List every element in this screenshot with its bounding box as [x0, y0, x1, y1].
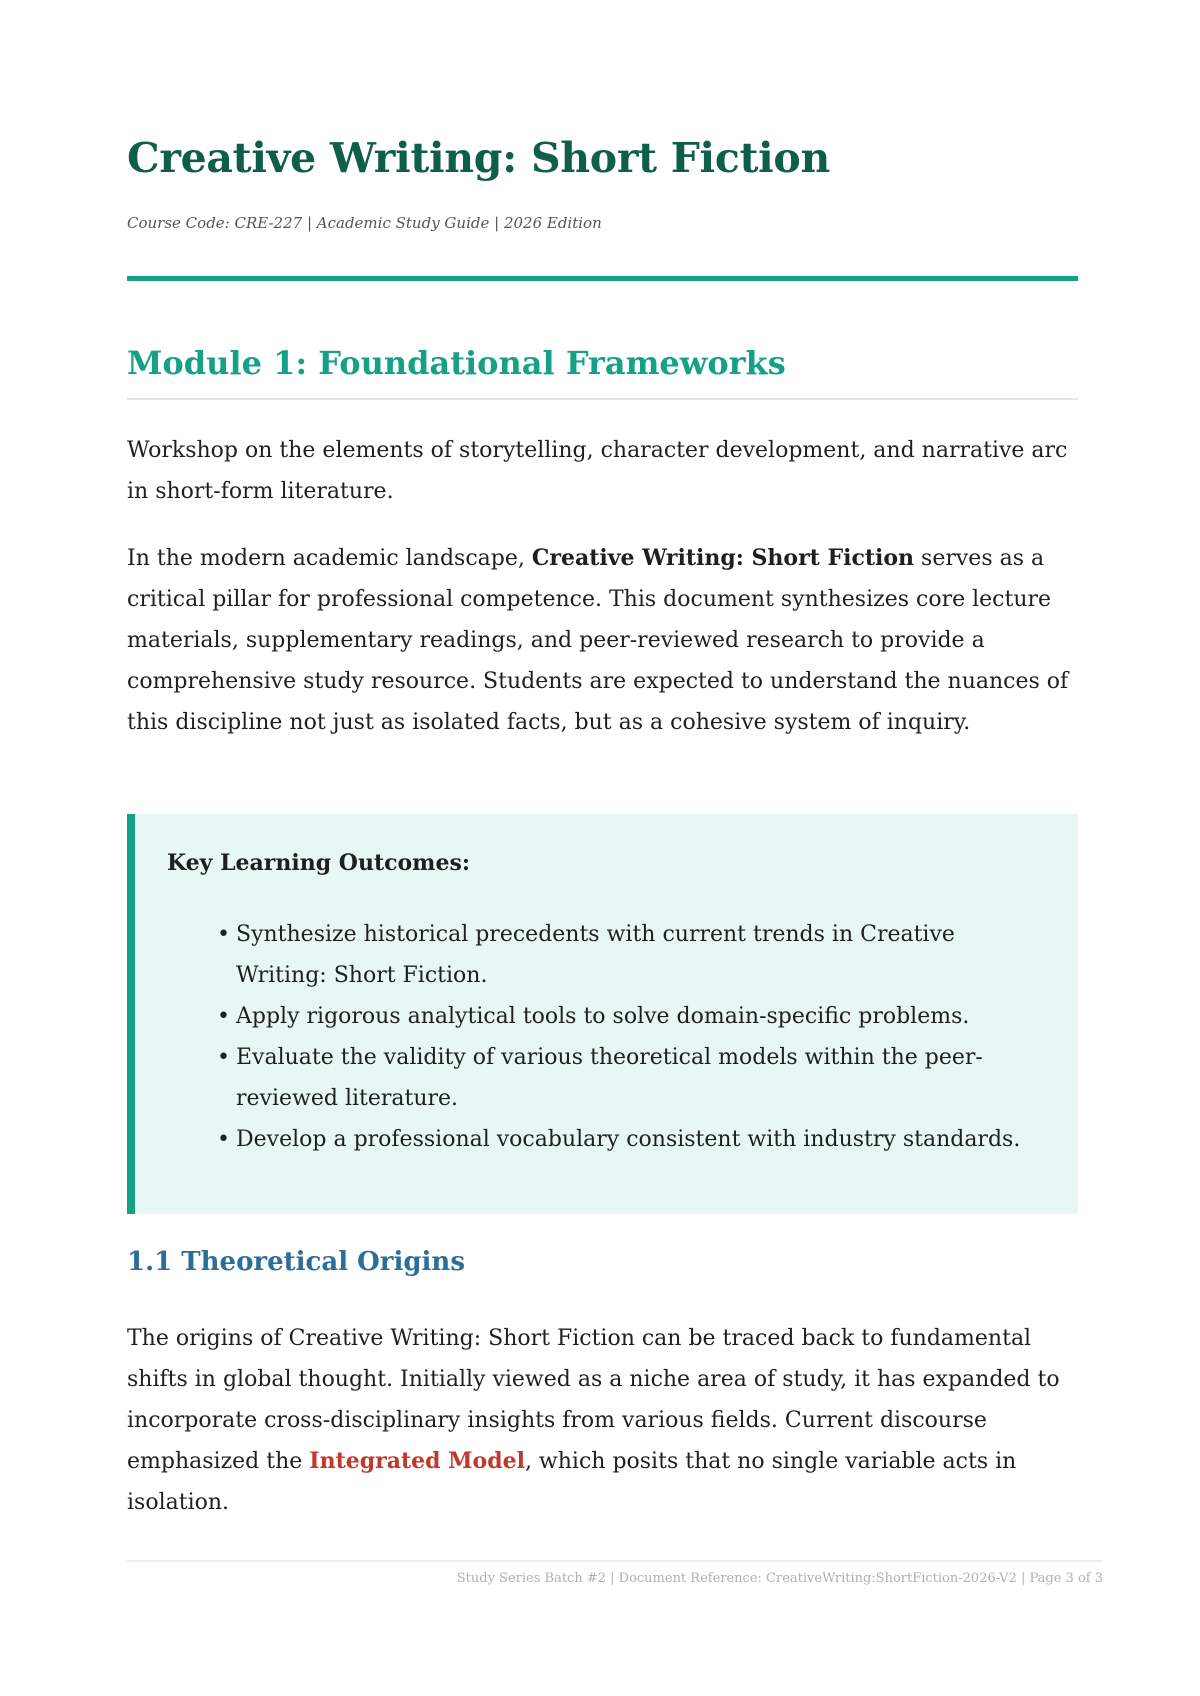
bullet-icon: • [217, 922, 230, 947]
list-item [217, 1119, 1037, 1160]
outcomes-title: Key Learning Outcomes: [167, 850, 470, 876]
module-divider [127, 398, 1078, 400]
list-item [217, 914, 1037, 996]
list-item-text: Evaluate the validity of various theoretical models within the peer-reviewed literature. [236, 1045, 983, 1111]
section-body-paragraph [127, 1318, 1078, 1523]
integrated-model-highlight: Integrated Model [309, 1448, 525, 1474]
module-body-paragraph [127, 538, 1078, 743]
bullet-icon: • [217, 1127, 230, 1152]
title-divider [127, 276, 1078, 281]
document-title: Creative Writing: Short Fiction [127, 134, 830, 182]
bullet-icon: • [217, 1045, 230, 1070]
learning-outcomes-box [127, 814, 1078, 1214]
course-name-emphasis: Creative Writing: Short Fiction [531, 545, 915, 571]
section-heading: 1.1 Theoretical Origins [127, 1247, 465, 1277]
bullet-icon: • [217, 1004, 230, 1029]
paragraph-text: In the modern academic landscape, [127, 546, 532, 571]
list-item-text: Develop a professional vocabulary consistent with industry standards. [236, 1127, 1021, 1152]
outcomes-list [217, 914, 1037, 1160]
list-item [217, 996, 1037, 1037]
page-footer: Study Series Batch #2 | Document Reference: CreativeWriting:ShortFiction-2026-V2 | Page 3 of 3 [456, 1571, 1103, 1586]
list-item-text: Apply rigorous analytical tools to solve domain-specific problems. [236, 1004, 970, 1029]
module-heading: Module 1: Foundational Frameworks [127, 344, 786, 382]
module-intro-paragraph: Workshop on the elements of storytelling, character development, and narrative arc in short-form literature. [127, 438, 1068, 504]
paragraph-text: , which posits that no single variable acts in isolation. [127, 1449, 1017, 1515]
footer-divider [127, 1560, 1103, 1562]
paragraph-text: serves as a critical pillar for professional competence. This document synthesizes core lecture materials, supplementary readings, and peer-reviewed research to provide a comprehensive study resource. Students are expected to understand the nuances of this discipline not just as isolated facts, but as a cohesive system of inquiry. [127, 546, 1069, 735]
list-item-text: Synthesize historical precedents with current trends in Creative Writing: Short Fiction. [236, 922, 955, 988]
paragraph-text: The origins of Creative Writing: Short Fiction can be traced back to fundamental shifts in global thought. Initially viewed as a niche area of study, it has expanded to incorporate cross-disciplinary insights from various fields. Current discourse emphasized the [127, 1326, 1060, 1474]
document-meta: Course Code: CRE-227 | Academic Study Guide | 2026 Edition [127, 214, 602, 232]
list-item [217, 1037, 1037, 1119]
